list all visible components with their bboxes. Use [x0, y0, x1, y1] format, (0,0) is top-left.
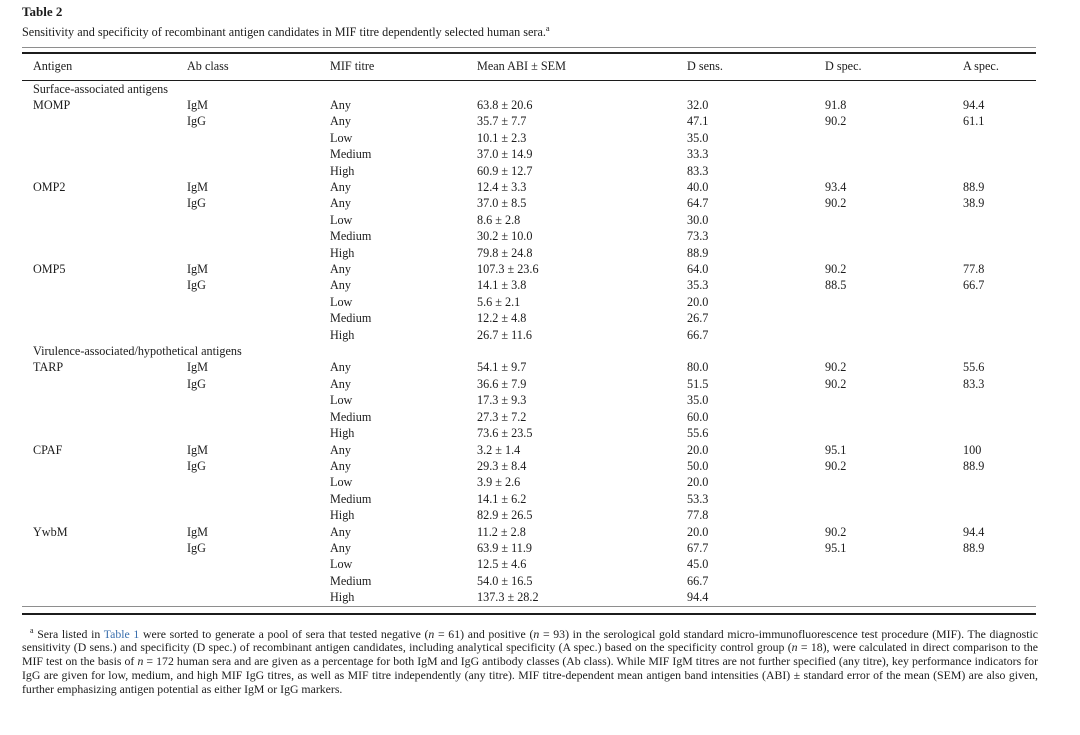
cell-d-sens: 51.5: [687, 376, 709, 391]
cell-ab-class: IgM: [187, 442, 208, 457]
cell-mif-titre: Low: [330, 557, 353, 572]
table-row: [22, 130, 1036, 146]
cell-a-spec: 83.3: [963, 376, 985, 391]
cell-mean-abi-sem: 82.9 ± 26.5: [477, 508, 533, 523]
footnote-segment: = 61) and positive (: [434, 626, 534, 641]
cell-mean-abi-sem: 12.4 ± 3.3: [477, 180, 527, 194]
cell-mif-titre: Any: [330, 376, 351, 391]
cell-d-spec: 88.5: [825, 278, 847, 293]
cell-d-sens: 80.0: [687, 360, 709, 375]
cell-d-sens: 30.0: [687, 212, 709, 227]
cell-antigen: [22, 474, 187, 490]
cell-d-sens: 45.0: [687, 557, 709, 572]
cell-a-spec: [963, 425, 1036, 441]
footnote-segment: were sorted to generate a pool of sera that tested negative (: [139, 626, 429, 641]
cell-antigen: [22, 163, 187, 179]
results-table: [22, 52, 1036, 607]
cell-mean-abi-sem: 60.9 ± 12.7: [477, 163, 533, 178]
cell-d-sens: 60.0: [687, 409, 709, 424]
table-row: [22, 442, 1036, 458]
table-row: [22, 310, 1036, 326]
cell-a-spec: 88.9: [963, 180, 985, 194]
cell-d-sens: 64.0: [687, 262, 709, 277]
cell-a-spec: 88.9: [963, 458, 985, 473]
footnote-marker: a: [30, 625, 34, 635]
table-row: [22, 359, 1036, 375]
table-row: [22, 327, 1036, 343]
cell-d-sens: 55.6: [687, 426, 709, 441]
cell-a-spec: 88.9: [963, 540, 985, 555]
table-body: [22, 80, 1036, 606]
cell-mean-abi-sem: 12.5 ± 4.6: [477, 557, 527, 572]
table-row: [22, 474, 1036, 490]
cell-ab-class: [187, 310, 330, 326]
cell-a-spec: [963, 556, 1036, 572]
cell-antigen: [22, 130, 187, 146]
cell-mean-abi-sem: 36.6 ± 7.9: [477, 376, 527, 391]
cell-antigen: [22, 556, 187, 572]
footnote-segment: = 172 human sera and are given as a percentage for both IgM and IgG antibody classes (Ab class). While MIF IgM titres are not further specified (any titre), key performance indicators for IgG are given for low, medium, and high MIF IgG titres, as well as MIF titre independently (any titre). MIF titre-dependent mean antigen band intensities (ABI) ± standard error of the mean (SEM) are also given, further emphasizing antigen potential as either IgM or IgG markers.: [22, 654, 1038, 697]
cell-d-sens: 47.1: [687, 114, 709, 129]
cell-a-spec: 100: [963, 442, 982, 457]
table-row: [22, 163, 1036, 179]
cell-mean-abi-sem: 30.2 ± 10.0: [477, 229, 533, 244]
col-header-a-spec: A spec.: [963, 53, 1036, 80]
cell-mif-titre: High: [330, 590, 355, 605]
cell-mif-titre: Any: [330, 360, 351, 375]
col-header-antigen: Antigen: [22, 53, 187, 80]
cell-ab-class: [187, 212, 330, 228]
table-row: [22, 507, 1036, 523]
cell-antigen: [22, 146, 187, 162]
cell-d-sens: 40.0: [687, 180, 709, 194]
cell-antigen: [22, 245, 187, 261]
cell-ab-class: [187, 491, 330, 507]
cell-d-sens: 83.3: [687, 163, 709, 178]
cell-ab-class: IgG: [187, 114, 206, 129]
cell-mean-abi-sem: 3.9 ± 2.6: [477, 475, 521, 490]
cell-d-spec: [825, 474, 963, 490]
cell-d-spec: [825, 507, 963, 523]
cell-ab-class: [187, 327, 330, 343]
cell-ab-class: [187, 589, 330, 606]
cell-ab-class: [187, 228, 330, 244]
cell-d-sens: 50.0: [687, 458, 709, 473]
caption-text: Sensitivity and specificity of recombinant antigen candidates in MIF titre dependently selected human sera.: [22, 25, 546, 40]
cell-d-sens: 20.0: [687, 442, 709, 457]
cell-mif-titre: Any: [330, 442, 351, 457]
cell-mean-abi-sem: 8.6 ± 2.8: [477, 212, 521, 227]
cell-d-spec: 91.8: [825, 97, 847, 112]
cell-ab-class: [187, 474, 330, 490]
table-row: [22, 261, 1036, 277]
cell-antigen: [22, 294, 187, 310]
section-row: [22, 80, 1036, 97]
col-header-mean-abi-sem: Mean ABI ± SEM: [477, 53, 687, 80]
col-header-d-spec: D spec.: [825, 53, 963, 80]
cell-d-sens: 35.0: [687, 130, 709, 145]
cell-mif-titre: High: [330, 426, 355, 441]
table-row: [22, 409, 1036, 425]
cell-mean-abi-sem: 79.8 ± 24.8: [477, 245, 533, 260]
cell-d-sens: 53.3: [687, 491, 709, 506]
section-label: Surface-associated antigens: [33, 81, 169, 96]
cell-d-sens: 77.8: [687, 508, 709, 523]
table-row: [22, 376, 1036, 392]
cell-mif-titre: Any: [330, 262, 351, 277]
cell-mean-abi-sem: 63.9 ± 11.9: [477, 540, 532, 555]
cell-d-spec: [825, 294, 963, 310]
cell-mean-abi-sem: 107.3 ± 23.6: [477, 262, 539, 277]
cell-mif-titre: Low: [330, 475, 353, 490]
cell-mean-abi-sem: 35.7 ± 7.7: [477, 114, 527, 129]
cell-antigen: [22, 310, 187, 326]
cell-d-spec: 90.2: [825, 114, 847, 129]
table-row: [22, 589, 1036, 606]
footnote-text: [22, 626, 1038, 696]
table-row: [22, 540, 1036, 556]
cell-ab-class: IgG: [187, 458, 206, 473]
cell-d-spec: [825, 589, 963, 606]
table-row: [22, 179, 1036, 195]
table-row: [22, 425, 1036, 441]
cell-d-spec: [825, 491, 963, 507]
table-row: [22, 491, 1036, 507]
cell-a-spec: [963, 491, 1036, 507]
cell-mif-titre: Medium: [330, 311, 372, 326]
footnote-italic-n: n: [533, 626, 540, 641]
cell-a-spec: [963, 409, 1036, 425]
cell-d-spec: 90.2: [825, 524, 847, 539]
cell-d-sens: 35.3: [687, 278, 709, 293]
cell-d-spec: 93.4: [825, 180, 847, 194]
cell-mif-titre: Medium: [330, 491, 372, 506]
cell-ab-class: IgM: [187, 262, 208, 277]
cell-a-spec: [963, 310, 1036, 326]
cell-a-spec: 38.9: [963, 196, 985, 211]
cell-ab-class: [187, 130, 330, 146]
cell-antigen: YwbM: [33, 524, 68, 539]
cell-d-spec: [825, 130, 963, 146]
cell-ab-class: [187, 392, 330, 408]
cell-ab-class: IgM: [187, 524, 208, 539]
cell-d-spec: [825, 425, 963, 441]
cell-a-spec: 55.6: [963, 360, 985, 375]
cell-d-sens: 66.7: [687, 327, 709, 342]
cell-d-spec: 90.2: [825, 376, 847, 391]
table-label: Table 2: [22, 4, 63, 19]
table-row: [22, 245, 1036, 261]
cell-mif-titre: Any: [330, 524, 351, 539]
cell-ab-class: IgM: [187, 97, 208, 112]
cell-mif-titre: Low: [330, 212, 353, 227]
cell-a-spec: [963, 589, 1036, 606]
cell-a-spec: [963, 507, 1036, 523]
cell-a-spec: [963, 212, 1036, 228]
cell-antigen: [22, 327, 187, 343]
table-row: [22, 113, 1036, 129]
table-row: [22, 556, 1036, 572]
cell-mif-titre: Any: [330, 114, 351, 129]
cell-d-sens: 26.7: [687, 311, 709, 326]
table-1-link[interactable]: Table 1: [103, 626, 140, 641]
section-row: [22, 343, 1036, 359]
cell-ab-class: IgG: [187, 278, 206, 293]
cell-d-spec: [825, 327, 963, 343]
cell-antigen: [22, 425, 187, 441]
cell-d-spec: [825, 146, 963, 162]
cell-antigen: [22, 458, 187, 474]
cell-antigen: [22, 392, 187, 408]
cell-d-sens: 20.0: [687, 475, 709, 490]
cell-antigen: [22, 376, 187, 392]
col-header-mif-titre: MIF titre: [330, 53, 477, 80]
cell-a-spec: 94.4: [963, 524, 985, 539]
cell-mean-abi-sem: 73.6 ± 23.5: [477, 426, 533, 441]
cell-mif-titre: Any: [330, 196, 351, 211]
cell-mean-abi-sem: 14.1 ± 6.2: [477, 491, 527, 506]
cell-mean-abi-sem: 12.2 ± 4.8: [477, 311, 527, 326]
footnote-italic-n: n: [137, 654, 144, 669]
cell-mif-titre: Any: [330, 97, 351, 112]
cell-mif-titre: High: [330, 245, 355, 260]
cell-ab-class: [187, 245, 330, 261]
cell-antigen: [22, 195, 187, 211]
cell-ab-class: [187, 146, 330, 162]
footnote-segment: Sera listed in: [33, 626, 104, 641]
cell-ab-class: [187, 556, 330, 572]
cell-mif-titre: High: [330, 327, 355, 342]
cell-ab-class: IgG: [187, 376, 206, 391]
cell-antigen: [22, 277, 187, 293]
cell-a-spec: 66.7: [963, 278, 985, 293]
cell-mif-titre: Any: [330, 278, 351, 293]
cell-d-sens: 94.4: [687, 590, 709, 605]
cell-antigen: OMP2: [33, 180, 66, 194]
cell-d-sens: 20.0: [687, 524, 709, 539]
cell-d-spec: [825, 392, 963, 408]
cell-d-spec: [825, 163, 963, 179]
cell-mif-titre: Any: [330, 180, 351, 194]
table-row: [22, 146, 1036, 162]
cell-mif-titre: Any: [330, 540, 351, 555]
cell-d-sens: 32.0: [687, 97, 709, 112]
table-row: [22, 97, 1036, 113]
cell-mean-abi-sem: 63.8 ± 20.6: [477, 97, 533, 112]
cell-d-sens: 35.0: [687, 393, 709, 408]
footnote-italic-n: n: [791, 640, 798, 655]
cell-mean-abi-sem: 27.3 ± 7.2: [477, 409, 527, 424]
cell-d-spec: [825, 212, 963, 228]
cell-a-spec: [963, 392, 1036, 408]
cell-antigen: [22, 507, 187, 523]
cell-antigen: [22, 573, 187, 589]
cell-mean-abi-sem: 14.1 ± 3.8: [477, 278, 527, 293]
cell-ab-class: [187, 425, 330, 441]
footnote-segment: = 18), were calculated in direct comparison to the MIF test on the basis of: [22, 640, 1038, 669]
cell-d-spec: [825, 310, 963, 326]
footnote: [22, 624, 1038, 697]
cell-antigen: [22, 212, 187, 228]
cell-ab-class: [187, 163, 330, 179]
caption-footnote-marker: a: [545, 23, 550, 33]
cell-d-spec: 95.1: [825, 540, 847, 555]
cell-d-spec: [825, 573, 963, 589]
cell-ab-class: IgM: [187, 180, 208, 194]
cell-mean-abi-sem: 37.0 ± 8.5: [477, 196, 527, 211]
cell-mean-abi-sem: 54.1 ± 9.7: [477, 360, 527, 375]
table-row: [22, 392, 1036, 408]
top-thin-rule: [22, 47, 1036, 48]
cell-mean-abi-sem: 137.3 ± 28.2: [477, 590, 539, 605]
cell-d-sens: 67.7: [687, 540, 709, 555]
cell-ab-class: IgG: [187, 196, 206, 211]
col-header-d-sens: D sens.: [687, 53, 825, 80]
cell-d-spec: [825, 245, 963, 261]
section-label: Virulence-associated/hypothetical antigens: [33, 344, 242, 359]
cell-d-spec: 90.2: [825, 458, 847, 473]
cell-mif-titre: Any: [330, 458, 351, 473]
cell-a-spec: [963, 163, 1036, 179]
cell-antigen: TARP: [33, 360, 64, 375]
cell-ab-class: IgG: [187, 540, 206, 555]
table-row: [22, 195, 1036, 211]
cell-antigen: [22, 540, 187, 556]
cell-antigen: MOMP: [33, 97, 71, 112]
cell-antigen: [22, 113, 187, 129]
cell-d-sens: 66.7: [687, 573, 709, 588]
table-row: [22, 524, 1036, 540]
cell-mean-abi-sem: 11.2 ± 2.8: [477, 524, 526, 539]
cell-mean-abi-sem: 54.0 ± 16.5: [477, 573, 533, 588]
cell-a-spec: [963, 573, 1036, 589]
cell-a-spec: 94.4: [963, 97, 985, 112]
cell-antigen: [22, 589, 187, 606]
cell-ab-class: [187, 573, 330, 589]
cell-antigen: [22, 228, 187, 244]
cell-d-spec: 90.2: [825, 262, 847, 277]
cell-mean-abi-sem: 10.1 ± 2.3: [477, 130, 527, 145]
cell-mif-titre: High: [330, 508, 355, 523]
cell-antigen: CPAF: [33, 442, 63, 457]
table-row: [22, 294, 1036, 310]
table-row: [22, 228, 1036, 244]
cell-mif-titre: Medium: [330, 147, 372, 162]
cell-ab-class: [187, 507, 330, 523]
cell-mean-abi-sem: 5.6 ± 2.1: [477, 294, 521, 309]
cell-mif-titre: Medium: [330, 573, 372, 588]
cell-a-spec: [963, 474, 1036, 490]
cell-mean-abi-sem: 17.3 ± 9.3: [477, 393, 527, 408]
cell-antigen: OMP5: [33, 262, 66, 277]
cell-d-spec: [825, 409, 963, 425]
cell-mean-abi-sem: 29.3 ± 8.4: [477, 458, 527, 473]
table-row: [22, 573, 1036, 589]
cell-mean-abi-sem: 26.7 ± 11.6: [477, 327, 532, 342]
cell-d-sens: 33.3: [687, 147, 709, 162]
cell-a-spec: [963, 146, 1036, 162]
cell-d-sens: 73.3: [687, 229, 709, 244]
table-caption: [22, 21, 1058, 40]
cell-ab-class: IgM: [187, 360, 208, 375]
cell-a-spec: 61.1: [963, 114, 985, 129]
cell-mif-titre: Low: [330, 294, 353, 309]
cell-d-spec: [825, 556, 963, 572]
table-row: [22, 212, 1036, 228]
cell-d-spec: 90.2: [825, 360, 847, 375]
footnote-segment: = 93) in the serological gold standard micro-immunofluorescence test procedure (MIF). The diagnostic sensitivity (D sens.) and specificity (D spec.) of recombinant antigen candidates, including analytical specificity (A spec.) based on the specificity control group (: [22, 626, 1038, 655]
cell-a-spec: 77.8: [963, 262, 985, 277]
cell-d-sens: 20.0: [687, 294, 709, 309]
cell-d-sens: 88.9: [687, 245, 709, 260]
cell-mean-abi-sem: 37.0 ± 14.9: [477, 147, 533, 162]
header-row: [22, 53, 1036, 80]
footnote-italic-n: n: [428, 626, 435, 641]
cell-mif-titre: Medium: [330, 409, 372, 424]
cell-a-spec: [963, 327, 1036, 343]
table-row: [22, 277, 1036, 293]
cell-antigen: [22, 409, 187, 425]
bottom-thick-rule: [22, 613, 1036, 615]
table-row: [22, 458, 1036, 474]
cell-a-spec: [963, 228, 1036, 244]
cell-mif-titre: High: [330, 163, 355, 178]
cell-d-spec: 95.1: [825, 442, 847, 457]
cell-ab-class: [187, 294, 330, 310]
cell-antigen: [22, 491, 187, 507]
cell-d-spec: [825, 228, 963, 244]
col-header-ab-class: Ab class: [187, 53, 330, 80]
cell-d-spec: 90.2: [825, 196, 847, 211]
cell-mif-titre: Medium: [330, 229, 372, 244]
cell-mean-abi-sem: 3.2 ± 1.4: [477, 442, 521, 457]
cell-mif-titre: Low: [330, 130, 353, 145]
cell-a-spec: [963, 130, 1036, 146]
cell-mif-titre: Low: [330, 393, 353, 408]
cell-d-sens: 64.7: [687, 196, 709, 211]
cell-ab-class: [187, 409, 330, 425]
cell-a-spec: [963, 245, 1036, 261]
cell-a-spec: [963, 294, 1036, 310]
